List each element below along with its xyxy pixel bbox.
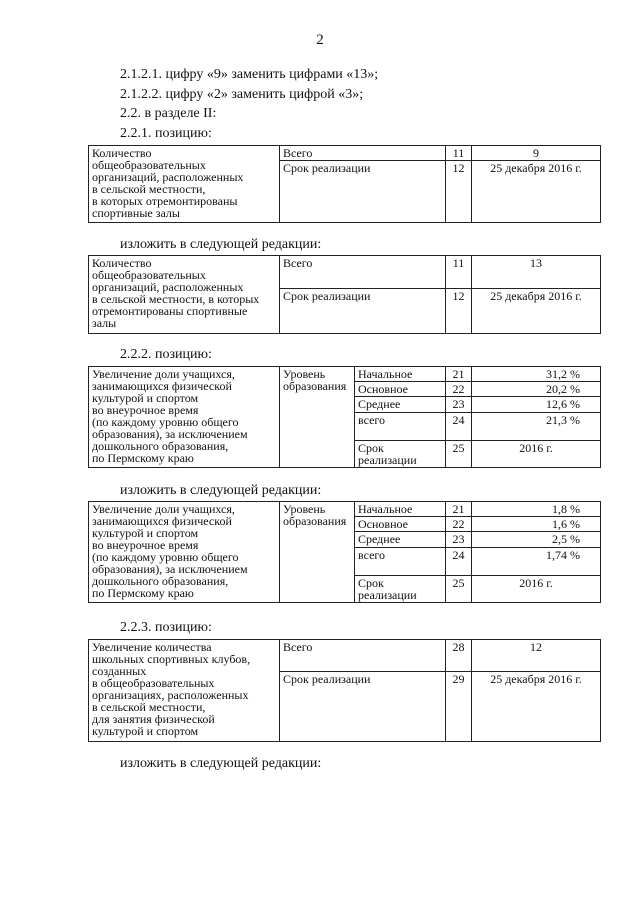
row-value: 2,5 % <box>472 532 601 548</box>
row-value: 31,2 % <box>472 367 601 382</box>
row-value: 25 декабря 2016 г. <box>472 289 601 334</box>
row-number: 25 <box>446 576 472 603</box>
position-heading-3: 2.2.3. позицию: <box>120 620 212 635</box>
row-label: всего <box>355 413 446 441</box>
row-number: 29 <box>446 672 472 742</box>
table-description: Увеличение количества школьных спортивных клубов, созданных в общеобразовательных организациях, расположенных в сельской местности, для занятия физической культурой и спортом <box>89 640 280 742</box>
row-label: Основное <box>355 517 446 532</box>
table-old-sport-halls <box>88 145 601 223</box>
row-label: всего <box>355 548 446 576</box>
row-value: 2016 г. <box>472 576 601 603</box>
new-edition-statement-2: изложить в следующей редакции: <box>120 483 322 498</box>
amendment-line-2: 2.1.2.2. цифру «2» заменить цифрой «3»; <box>120 87 364 102</box>
amendment-line-1: 2.1.2.1. цифру «9» заменить цифрами «13»; <box>120 67 379 82</box>
row-label: Всего <box>280 146 446 161</box>
new-edition-statement-3: изложить в следующей редакции: <box>120 756 322 771</box>
row-value: 2016 г. <box>472 441 601 468</box>
row-number: 24 <box>446 413 472 441</box>
row-label: Срок реализации <box>280 161 446 223</box>
row-value: 12,6 % <box>472 397 601 413</box>
position-heading-2: 2.2.2. позицию: <box>120 347 212 362</box>
row-number: 21 <box>446 367 472 382</box>
row-number: 12 <box>446 289 472 334</box>
education-level-label: Уровень образования <box>280 367 355 468</box>
position-heading-1: 2.2.1. позицию: <box>120 126 212 141</box>
row-value: 21,3 % <box>472 413 601 441</box>
row-label: Срок реализации <box>280 289 446 334</box>
new-edition-statement-1: изложить в следующей редакции: <box>120 237 322 252</box>
row-value: 1,6 % <box>472 517 601 532</box>
row-value: 13 <box>472 256 601 289</box>
section-line: 2.2. в разделе II: <box>120 106 217 121</box>
table-description: Увеличение доли учащихся, занимающихся физической культурой и спортом во внеурочное время (по каждому уровню общего образования), за исключением дошкольного образования, по Пермскому краю <box>89 367 280 468</box>
table-new-students-share <box>88 501 601 603</box>
page-number: 2 <box>316 32 324 48</box>
row-label: Начальное <box>355 367 446 382</box>
row-number: 28 <box>446 640 472 672</box>
row-number: 23 <box>446 532 472 548</box>
row-number: 12 <box>446 161 472 223</box>
table-description: Увеличение доли учащихся, занимающихся физической культурой и спортом во внеурочное время (по каждому уровню общего образования), за исключением дошкольного образования, по Пермскому краю <box>89 502 280 603</box>
row-value: 1,8 % <box>472 502 601 517</box>
row-label: Срок реализации <box>355 441 446 468</box>
row-label: Среднее <box>355 397 446 413</box>
row-label: Основное <box>355 382 446 397</box>
row-value: 1,74 % <box>472 548 601 576</box>
row-number: 23 <box>446 397 472 413</box>
row-number: 24 <box>446 548 472 576</box>
row-number: 11 <box>446 146 472 161</box>
row-label: Начальное <box>355 502 446 517</box>
row-label: Срок реализации <box>355 576 446 603</box>
row-number: 21 <box>446 502 472 517</box>
row-value: 25 декабря 2016 г. <box>472 672 601 742</box>
row-number: 25 <box>446 441 472 468</box>
table-old-sport-clubs <box>88 639 601 742</box>
row-value: 12 <box>472 640 601 672</box>
row-number: 22 <box>446 517 472 532</box>
table-description: Количество общеобразовательных организаций, расположенных в сельской местности, в которых отремонтированы спортивные залы <box>89 256 280 334</box>
education-level-label: Уровень образования <box>280 502 355 603</box>
row-value: 9 <box>472 146 601 161</box>
table-new-sport-halls <box>88 255 601 334</box>
row-value: 25 декабря 2016 г. <box>472 161 601 223</box>
row-value: 20,2 % <box>472 382 601 397</box>
table-description: Количество общеобразовательных организаций, расположенных в сельской местности, в которых отремонтированы спортивные залы <box>89 146 280 223</box>
table-old-students-share <box>88 366 601 468</box>
row-label: Всего <box>280 640 446 672</box>
row-number: 22 <box>446 382 472 397</box>
row-label: Срок реализации <box>280 672 446 742</box>
row-number: 11 <box>446 256 472 289</box>
row-label: Среднее <box>355 532 446 548</box>
row-label: Всего <box>280 256 446 289</box>
